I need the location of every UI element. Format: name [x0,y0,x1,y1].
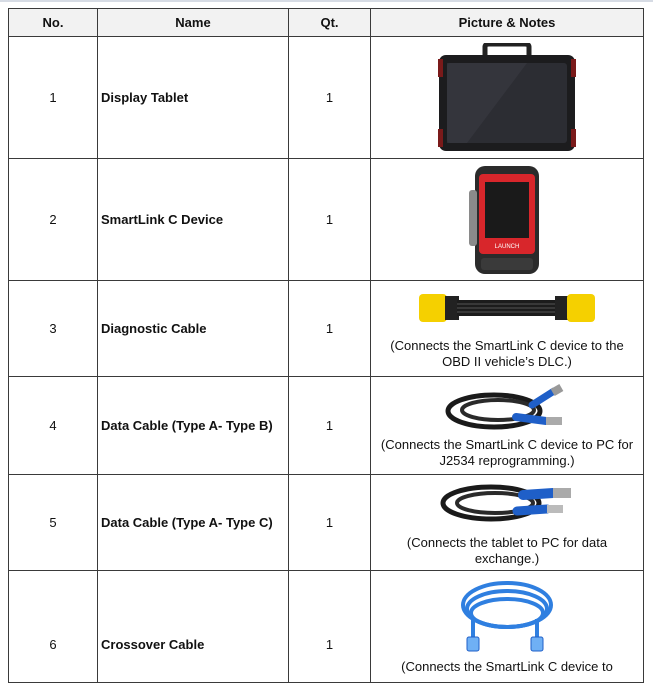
item-name: Data Cable (Type A- Type B) [98,377,289,475]
header-name: Name [98,9,289,37]
note-line: (Connects the SmartLink C device to the [390,337,624,353]
usb-ab-cable-image [442,383,572,433]
item-quantity: 1 [289,281,371,377]
note-line: (Connects the SmartLink C device to [401,659,613,674]
diagnostic-cable-image [417,288,597,328]
table-row [9,37,644,159]
picture-cell [371,159,644,281]
picture-cell [371,281,644,377]
header-qty: Qt. [289,9,371,37]
item-quantity: 1 [289,377,371,475]
item-quantity: 1 [289,475,371,571]
item-name: Display Tablet [98,37,289,159]
page-top-rule [0,0,653,2]
item-name: Diagnostic Cable [98,281,289,377]
item-quantity: 1 [289,571,371,683]
row-number: 4 [9,377,98,475]
item-note [371,437,643,469]
item-name: SmartLink C Device [98,159,289,281]
item-name: Crossover Cable [98,571,289,683]
row-number: 5 [9,475,98,571]
table-row [9,377,644,475]
header-picture-notes: Picture & Notes [371,9,644,37]
note-line: exchange.) [474,550,540,566]
usb-ac-cable-image [437,479,577,525]
picture-cell [371,475,644,571]
item-name: Data Cable (Type A- Type C) [98,475,289,571]
tablet-image [437,43,577,153]
item-quantity: 1 [289,159,371,281]
smartlink-device-image [467,164,547,276]
note-line: OBD II vehicle’s DLC.) [442,353,572,369]
table-row [9,281,644,377]
picture-cell [371,377,644,475]
device-brand-text: LAUNCH [494,243,520,250]
item-note [371,659,643,675]
package-list-table [8,8,644,683]
table-row [9,571,644,683]
row-number: 3 [9,281,98,377]
picture-cell [371,571,644,683]
note-line: J2534 reprogramming.) [439,452,575,468]
row-number: 2 [9,159,98,281]
item-quantity: 1 [289,37,371,159]
item-note [371,338,643,370]
row-number: 6 [9,571,98,683]
item-note [371,535,643,567]
note-line: (Connects the tablet to PC for data [406,534,608,550]
picture-cell [371,37,644,159]
header-no: No. [9,9,98,37]
table-row [9,475,644,571]
table-row [9,159,644,281]
table-header-row [9,9,644,37]
row-number: 1 [9,37,98,159]
crossover-cable-image [457,579,557,655]
note-line: (Connects the SmartLink C device to PC for [380,436,634,452]
